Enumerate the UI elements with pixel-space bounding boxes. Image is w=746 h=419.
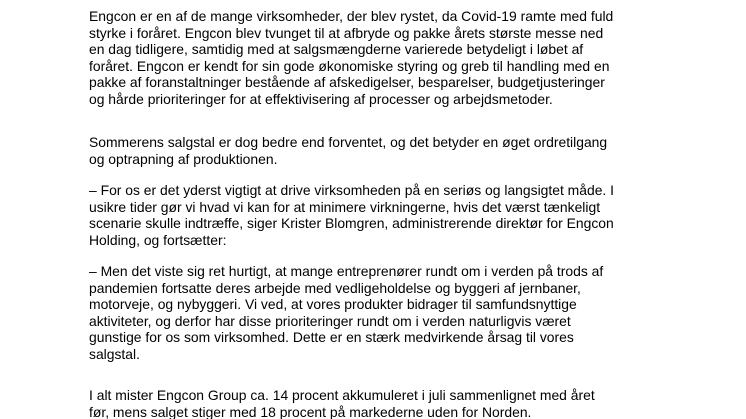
text-line: Engcon er en af de mange virksomheder, der blev rystet, da Covid-19 ramte med fuld <box>89 8 614 24</box>
text-line: salgstal. <box>89 345 140 362</box>
paragraph-summer-sales <box>89 134 607 167</box>
text-line: styrke i foråret. Engcon blev tvunget til at afbryde og pakke årets største messe ned <box>89 24 604 41</box>
text-line: og optrapning af produktionen. <box>89 150 278 167</box>
paragraph-quote-continued <box>89 263 603 362</box>
text-line: og hårde prioriteringer for at effektivisering af processer og arbejdsmetoder. <box>89 90 553 107</box>
paragraph-covid-impact <box>89 8 613 107</box>
text-line: – Men det viste sig ret hurtigt, at mange entreprenører rundt om i verden på trods af <box>89 263 604 279</box>
text-line: pandemien fortsatte deres arbejde med vedligeholdelse og byggeri af jernbaner, <box>89 279 581 296</box>
text-line: Sommerens salgstal er dog bedre end forventet, og det betyder en øget ordretilgang <box>89 134 608 150</box>
text-line: I alt mister Engcon Group ca. 14 procent akkumuleret i juli sammenlignet med året <box>89 387 595 403</box>
text-line: motorveje, og nybyggeri. Vi ved, at vores produkter bidrager til samfundsnyttige <box>89 296 577 312</box>
text-line: gunstige for os som virksomhed. Dette er en stærk medvirkende årsag til vores <box>89 329 574 345</box>
text-line: scenarie skulle indtræffe, siger Krister Blomgren, administrerende direktør for Engcon <box>89 215 614 231</box>
paragraph-quote-blomgren <box>89 182 614 248</box>
text-line: usikre tider gør vi hvad vi kan for at minimere virkningerne, hvis det værst tænkeligt <box>89 198 601 215</box>
text-line: foråret. Engcon er kendt for sin gode økonomiske styring og greb til handling med en <box>89 57 610 74</box>
paragraph-group-results <box>89 387 595 419</box>
text-line: pakke af foranstaltninger bestående af afskedigelser, besparelser, budgetjusteringer <box>89 74 605 90</box>
text-line: en dag tidligere, samtidig med at salgsmængderne varierede betydeligt i løbet af <box>89 41 584 57</box>
text-line: aktiviteter, og derfor har disse prioriteringer rundt om i verden naturligvis været <box>89 312 571 329</box>
text-line: – For os er det yderst vigtigt at drive virksomheden på en seriøs og langsigtet måde. I <box>89 182 615 198</box>
text-line: Holding, og fortsætter: <box>89 231 227 248</box>
text-line: før, mens salget stiger med 18 procent på markederne uden for Norden. <box>89 403 532 419</box>
